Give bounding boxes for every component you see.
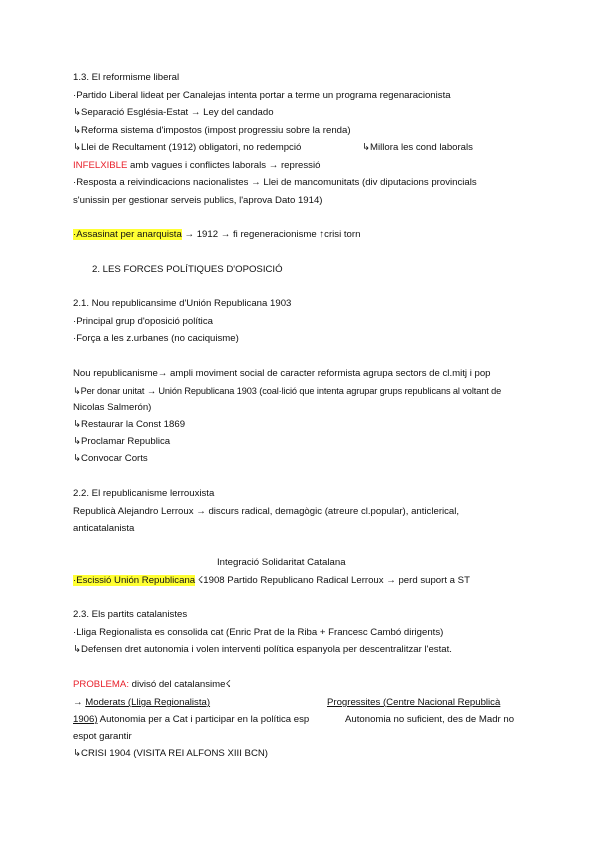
list-item: ↳Convocar Corts [73,453,148,464]
text-line: Nicolas Salmerón) [73,402,152,413]
highlighted-text: ·Escissió Unión Republicana [73,575,196,586]
inflexible-rest: amb vagues i conflictes laborals → repressió [127,160,321,171]
text-line: ↳Defensen dret autonomia i volen interventi política espanyola per descentralitzar l'estat. [73,644,452,655]
arrow-text: → [73,697,86,708]
section-heading-2: 2. LES FORCES POLÍTIQUES D'OPOSICIÓ [92,264,283,275]
list-item: ↳Restaurar la Const 1869 [73,419,186,430]
moderats-line [73,697,319,709]
text-line: ·Lliga Regionalista es consolida cat (Enric Prat de la Riba + Francesc Cambó dirigents) [73,627,444,638]
crisi-line: ↳CRISI 1904 (VISITA REI ALFONS XIII BCN) [73,748,268,759]
inflexible-word: INFELXIBLE [73,160,128,171]
escissio-line [73,575,470,587]
autonomia-right: Autonomia no suficient, des de Madr no [345,714,515,725]
year-label: 1906) [73,714,98,725]
section-heading-1-3: 1.3. El reformisme liberal [73,72,180,83]
text-line: ·Resposta a reivindicacions nacionalistes → Llei de mancomunitats (div diputacions provincials [73,177,477,188]
section-heading-2-3: 2.3. Els partits catalanistes [73,609,188,620]
integracio-label: Integració Solidaritat Catalana [217,557,346,568]
text-line: espot garantir [73,731,132,742]
text-line: s'unissin per gestionar serveis publics, l'aprova Dato 1914) [73,195,323,206]
text-line: anticatalanista [73,523,135,534]
text-line: Nou republicanisme→ ampli moviment social de caracter reformista agrupa sectors de cl.mitj i pop [73,368,491,379]
text-line: ↳Reforma sistema d'impostos (impost progressiu sobre la renda) [73,125,351,136]
progressites-label: Progressites (Centre Nacional Republicà [327,697,501,708]
text-line: ↳Llei de Recultament (1912) obligatori, no redempció [73,142,302,153]
text-line: ·Força a les z.urbanes (no caciquisme) [73,333,239,344]
assassinat-line [73,229,360,241]
text-line: ↳Per donar unitat → Unión Republicana 1903 (coal·lició que intenta agrupar grups republicans al voltant de [73,386,502,396]
text-line: ·Partido Liberal lideat per Canalejas intenta portar a terme un programa regenaracionista [73,90,451,101]
text-line-right: ↳Millora les cond laborals [362,142,473,153]
problema-line [73,679,231,691]
inflexible-line [73,160,320,172]
list-item: ↳Proclamar Republica [73,436,171,447]
text-line: Republicà Alejandro Lerroux → discurs radical, demagògic (atreure cl.popular), anticlerical, [73,506,460,517]
autonomia-line [73,714,309,726]
text-line: ·Principal grup d'oposició política [73,316,213,327]
highlighted-text: ·Assasinat per anarquista [73,229,182,240]
section-heading-2-2: 2.2. El republicanisme lerrouxista [73,488,215,499]
moderats-label: Moderats (Lliga Regionalista) [85,697,211,708]
assassinat-rest: → 1912 → fi regeneracionisme ↑crisi torn [181,229,361,240]
escissio-rest: ☇1908 Partido Republicano Radical Lerroux → perd suport a ST [195,575,470,586]
section-heading-2-1: 2.1. Nou republicansime d'Unión Republicana 1903 [73,298,292,309]
text-line: ↳Separació Església-Estat → Ley del candado [73,107,274,118]
problema-rest: divisó del catalansime☇ [128,679,231,690]
problema-label: PROBLEMA: [73,679,129,690]
autonomia-left: Autonomia per a Cat i participar en la política esp [97,714,310,725]
